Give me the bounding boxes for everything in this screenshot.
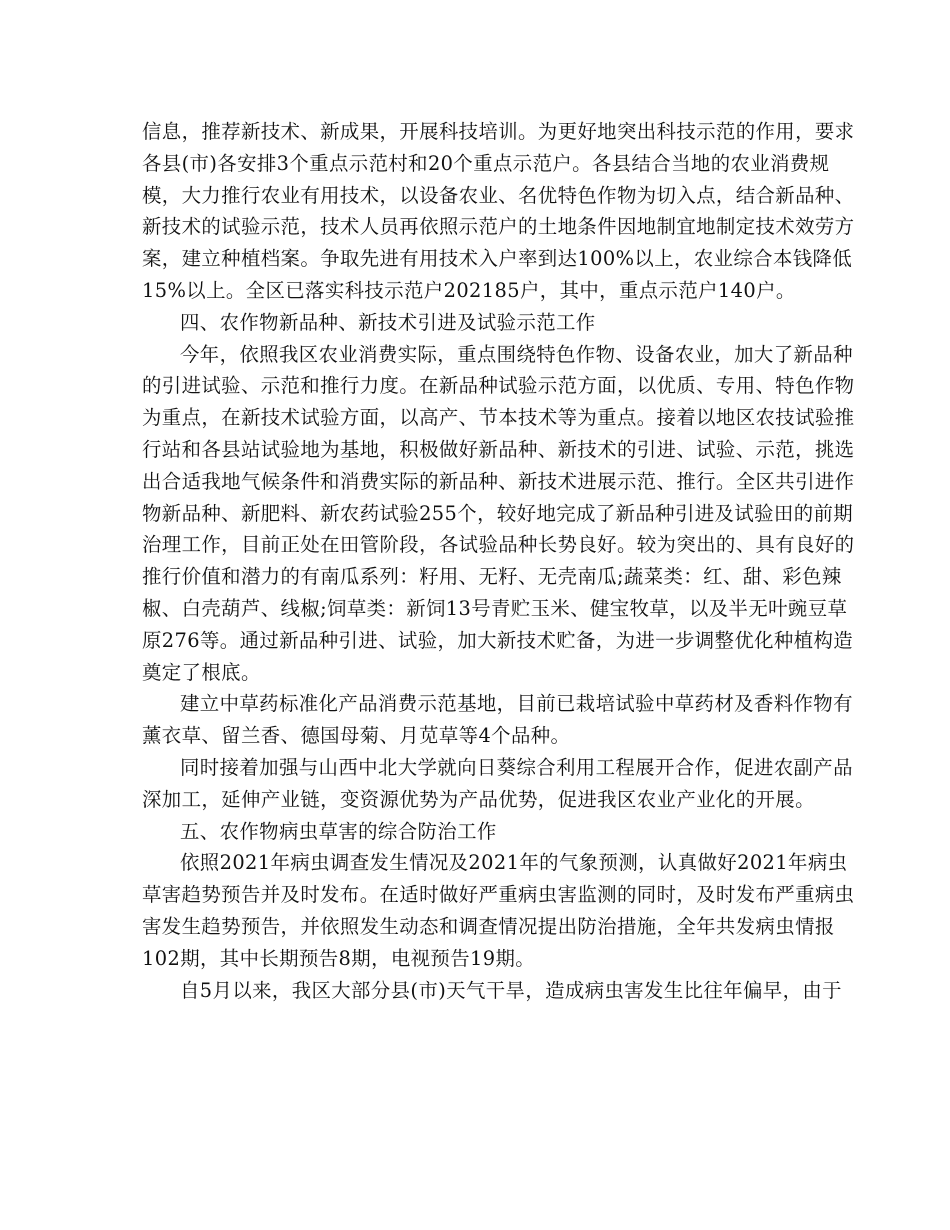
text-line: 四、农作物新品种、新技术引进及试验示范工作: [180, 310, 596, 334]
text-line: 为重点，在新技术试验方面，以高产、节本技术等为重点。接着以地区农技试验推: [142, 406, 855, 430]
text-line: 15%以上。全区已落实科技示范户202185户，其中，重点示范户140户。: [142, 278, 796, 302]
text-line: 102期，其中长期预告8期，电视预告19期。: [142, 946, 536, 970]
text-line: 新技术的试验示范，技术人员再依照示范户的土地条件因地制宜地制定技术效劳方: [142, 215, 855, 239]
text-line: 行站和各县站试验地为基地，积极做好新品种、新技术的引进、试验、示范，挑选: [142, 437, 855, 461]
text-line: 奠定了根底。: [142, 660, 261, 684]
text-line: 推行价值和潜力的有南瓜系列：籽用、无籽、无壳南瓜;蔬菜类：红、甜、彩色辣: [142, 565, 842, 589]
text-line: 椒、白壳葫芦、线椒;饲草类：新饲13号青贮玉米、健宝牧草，以及半无叶豌豆草: [142, 596, 848, 620]
text-line: 物新品种、新肥料、新农药试验255个，较好地完成了新品种引进及试验田的前期: [142, 501, 854, 525]
text-line: 草害趋势预告并及时发布。在适时做好严重病虫害监测的同时，及时发布严重病虫: [142, 883, 855, 907]
text-line: 出合适我地气候条件和消费实际的新品种、新技术进展示范、推行。全区共引进作: [142, 469, 855, 493]
text-line: 自5月以来，我区大部分县(市)天气干旱，造成病虫害发生比往年偏早，由于: [180, 978, 842, 1002]
text-line: 各县(市)各安排3个重点示范村和20个重点示范户。各县结合当地的农业消费规: [142, 151, 830, 175]
text-line: 深加工，延伸产业链，变资源优势为产品优势，促进我区农业产业化的开展。: [142, 787, 815, 811]
document-body: [142, 116, 855, 1006]
text-line: 五、农作物病虫草害的综合防治工作: [180, 819, 497, 843]
text-line: 今年，依照我区农业消费实际，重点围绕特色作物、设备农业，加大了新品种: [180, 342, 853, 366]
text-line: 案，建立种植档案。争取先进有用技术入户率到达100%以上，农业综合本钱降低: [142, 247, 853, 271]
text-line: 模，大力推行农业有用技术，以设备农业、名优特色作物为切入点，结合新品种、: [142, 183, 855, 207]
text-line: 的引进试验、示范和推行力度。在新品种试验示范方面，以优质、专用、特色作物: [142, 374, 855, 398]
text-line: 依照2021年病虫调查发生情况及2021年的气象预测，认真做好2021年病虫: [180, 851, 848, 875]
text-line: 薰衣草、留兰香、德国母菊、月苋草等4个品种。: [142, 724, 571, 748]
text-line: 建立中草药标准化产品消费示范基地，目前已栽培试验中草药材及香料作物有: [180, 692, 853, 716]
text-line: 信息，推荐新技术、新成果，开展科技培训。为更好地突出科技示范的作用，要求: [142, 120, 855, 143]
text-line: 同时接着加强与山西中北大学就向日葵综合利用工程展开合作，促进农副产品: [180, 755, 853, 779]
text-line: 原276等。通过新品种引进、试验，加大新技术贮备，为进一步调整优化种植构造: [142, 628, 854, 652]
text-line: 治理工作，目前正处在田管阶段，各试验品种长势良好。较为突出的、具有良好的: [142, 533, 855, 557]
text-line: 害发生趋势预告，并依照发生动态和调查情况提出防治措施，全年共发病虫情报: [142, 914, 835, 938]
